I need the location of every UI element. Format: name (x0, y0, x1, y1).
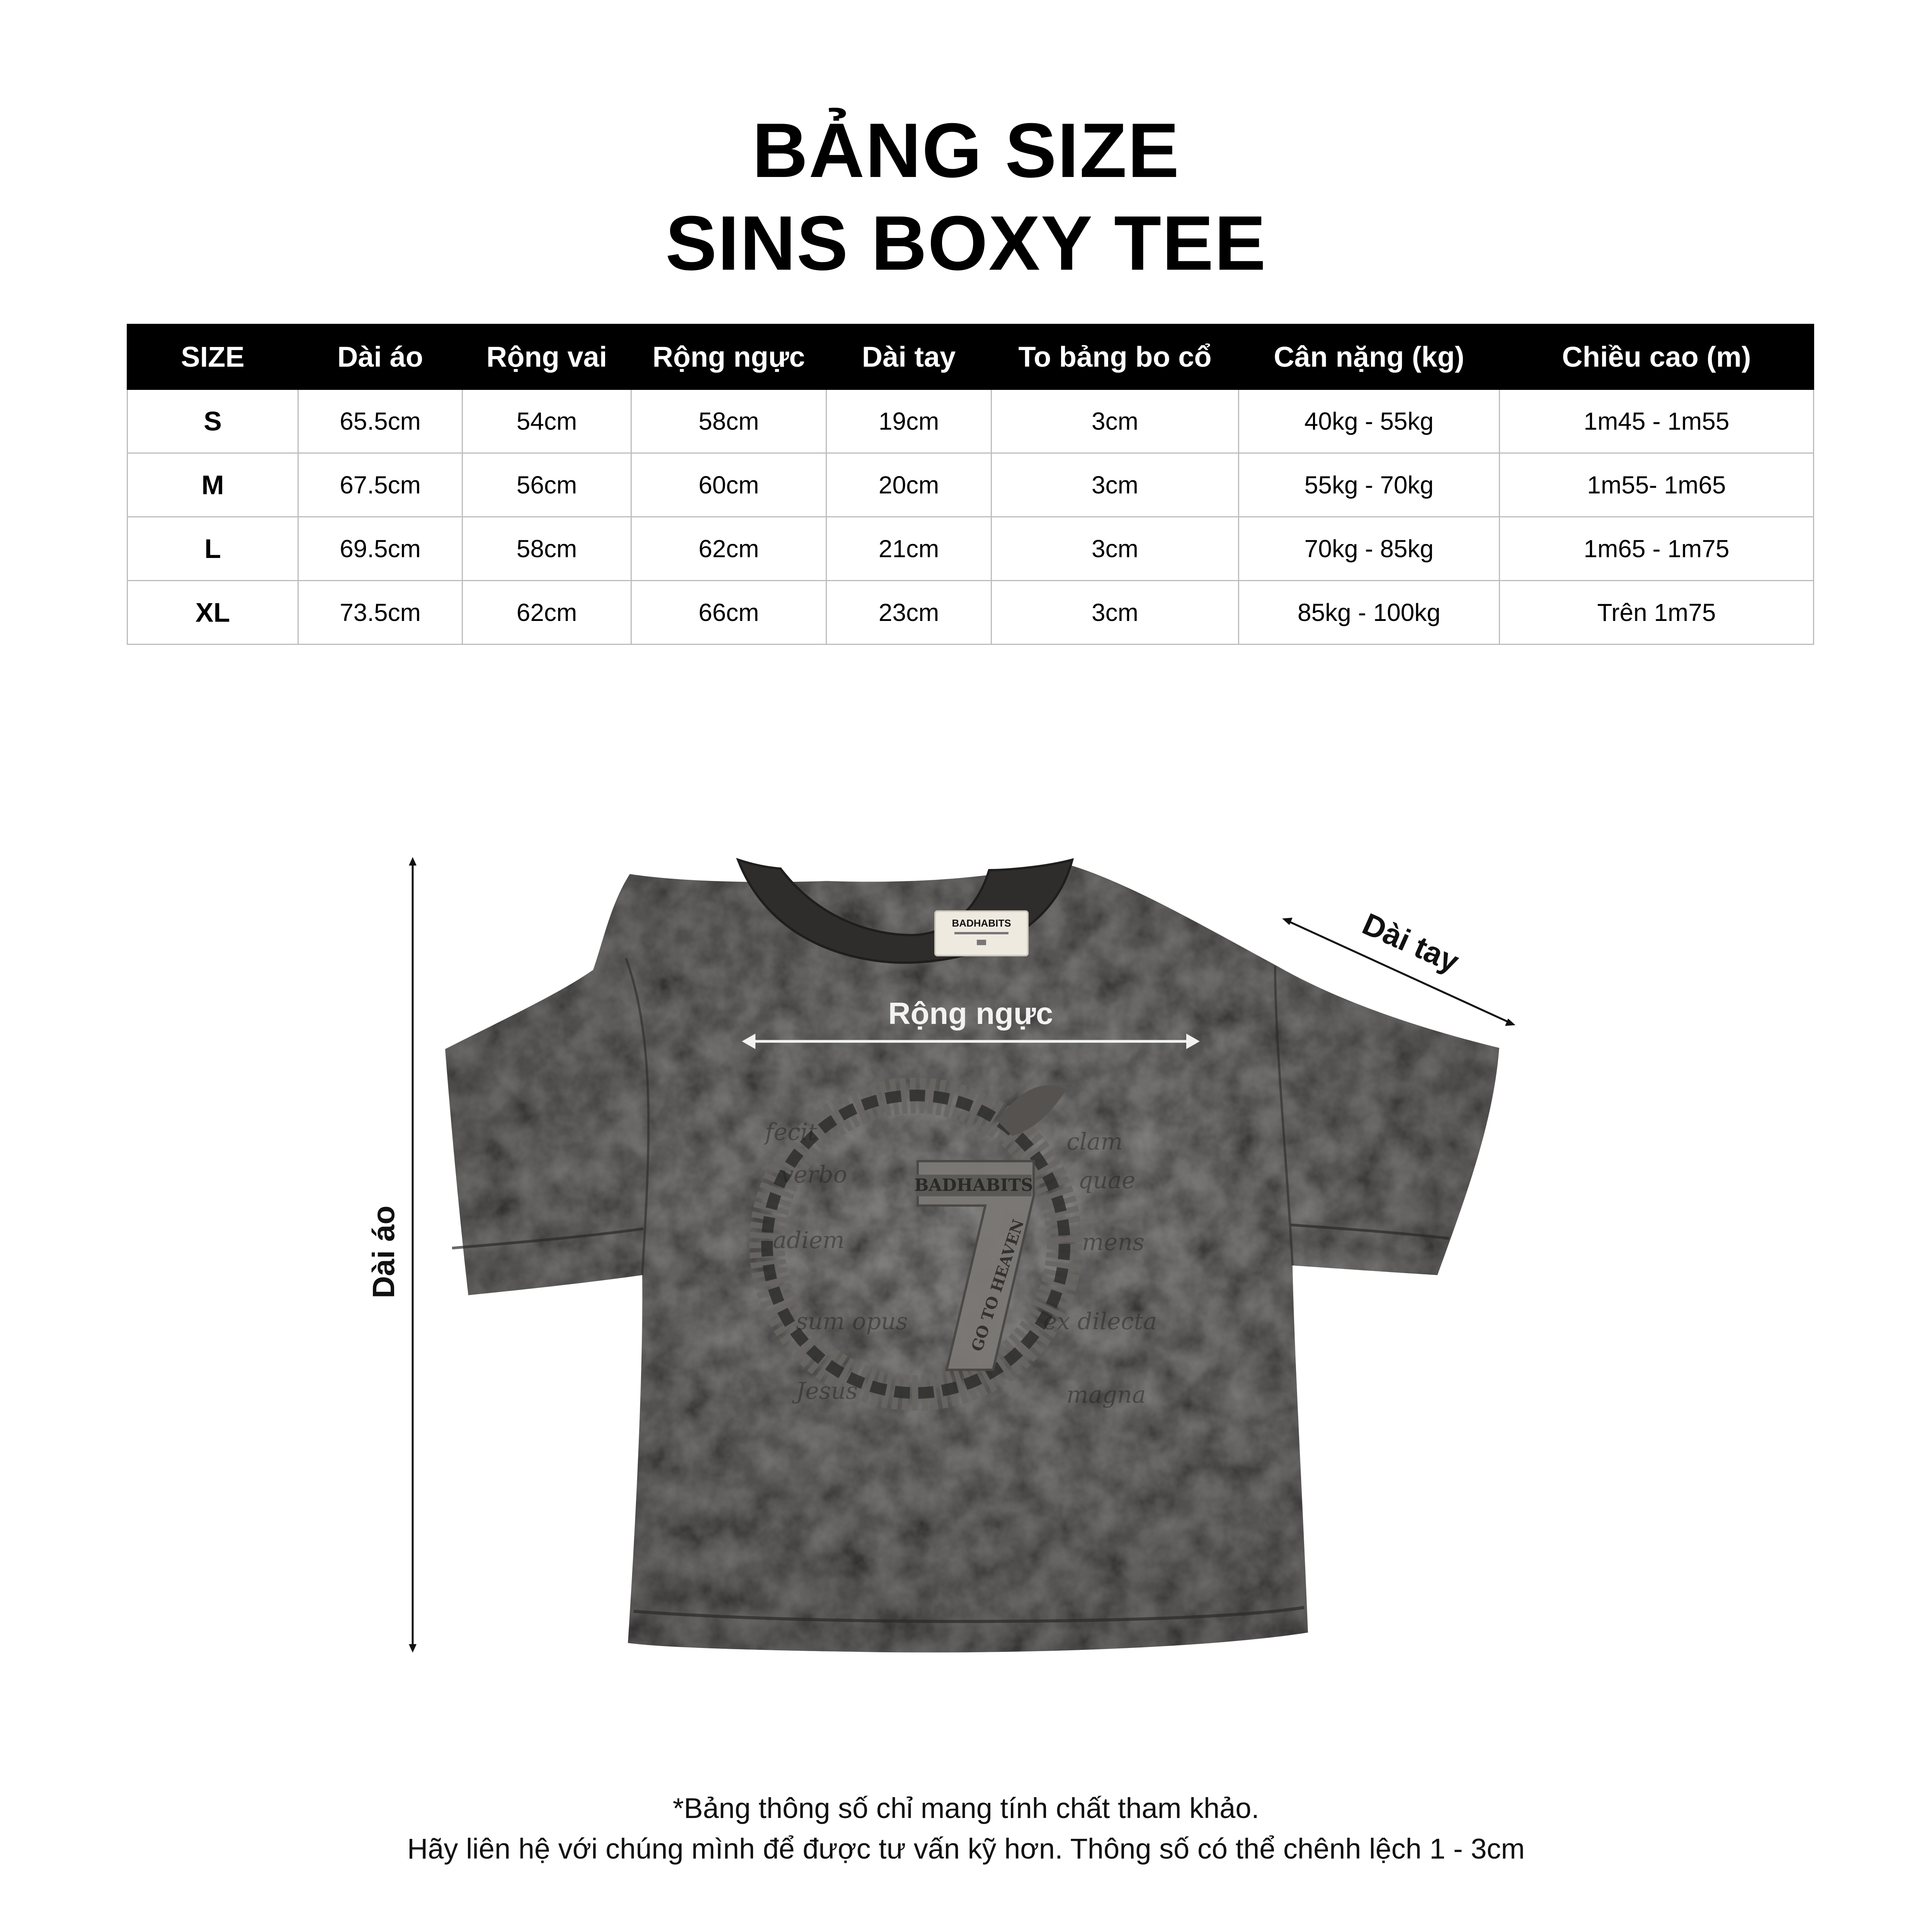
svg-text:mens: mens (1082, 1229, 1145, 1256)
svg-text:quae: quae (1078, 1167, 1136, 1194)
table-cell: 69.5cm (298, 517, 463, 581)
table-cell: 1m65 - 1m75 (1500, 517, 1814, 581)
sleeve-label: Dài tay (1357, 906, 1464, 979)
svg-text:Jesus: Jesus (796, 1378, 858, 1405)
table-cell: 62cm (631, 517, 827, 581)
column-header-weight: Cân nặng (kg) (1239, 325, 1500, 389)
table-cell: 67.5cm (298, 453, 463, 517)
table-cell: 19cm (827, 389, 992, 453)
print-brand: BADHABITS (914, 1175, 1033, 1195)
table-cell: 54cm (463, 389, 631, 453)
column-header-height: Chiều cao (m) (1500, 325, 1814, 389)
table-cell: 60cm (631, 453, 827, 517)
neck-label (935, 911, 1028, 956)
chest-label: Rộng ngực (888, 996, 1053, 1031)
table-cell: 85kg - 100kg (1239, 581, 1500, 645)
table-cell: 20cm (827, 453, 992, 517)
table-cell: 1m45 - 1m55 (1500, 389, 1814, 453)
svg-text:fecit: fecit (765, 1119, 817, 1146)
table-cell: 1m55- 1m65 (1500, 453, 1814, 517)
table-cell: 21cm (827, 517, 992, 581)
table-cell: 3cm (992, 517, 1239, 581)
page-title-line1: BẢNG SIZE (752, 107, 1180, 194)
table-cell: 40kg - 55kg (1239, 389, 1500, 453)
svg-text:sum opus: sum opus (796, 1308, 908, 1335)
table-cell: 73.5cm (298, 581, 463, 645)
table-cell: 58cm (631, 389, 827, 453)
length-measurement (366, 857, 417, 1653)
svg-text:verbo: verbo (781, 1161, 847, 1188)
table-cell: 66cm (631, 581, 827, 645)
print-slogan: GO TO HEAVEN (968, 1217, 1028, 1354)
table-cell: S (128, 389, 298, 453)
length-label: Dài áo (366, 1205, 401, 1299)
table-cell: 3cm (992, 453, 1239, 517)
table-cell: 65.5cm (298, 389, 463, 453)
svg-text:clam: clam (1066, 1128, 1123, 1155)
svg-text:magna: magna (1066, 1381, 1146, 1408)
column-header-chest: Rộng ngực (631, 325, 827, 389)
table-cell: L (128, 517, 298, 581)
table-cell: 3cm (992, 389, 1239, 453)
column-header-size: SIZE (128, 325, 298, 389)
table-cell: 58cm (463, 517, 631, 581)
table-cell: M (128, 453, 298, 517)
svg-text:adiem: adiem (773, 1227, 845, 1254)
table-cell: 3cm (992, 581, 1239, 645)
svg-text:ex dilecta: ex dilecta (1043, 1308, 1157, 1335)
column-header-collar: To bảng bo cổ (992, 325, 1239, 389)
page-title-line2: SINS BOXY TEE (665, 200, 1267, 286)
table-cell: 70kg - 85kg (1239, 517, 1500, 581)
table-cell: Trên 1m75 (1500, 581, 1814, 645)
table-cell: 23cm (827, 581, 992, 645)
tshirt-image (445, 860, 1499, 1653)
column-header-shoulder: Rộng vai (463, 325, 631, 389)
table-cell: 62cm (463, 581, 631, 645)
column-header-sleeve: Dài tay (827, 325, 992, 389)
table-cell: XL (128, 581, 298, 645)
neck-label-brand: BADHABITS (952, 917, 1011, 929)
table-cell: 55kg - 70kg (1239, 453, 1500, 517)
footnote-line1: *Bảng thông số chỉ mang tính chất tham khảo. (673, 1792, 1259, 1824)
footnote-line2: Hãy liên hệ với chúng mình để được tư vấn kỹ hơn. Thông số có thể chênh lệch 1 - 3cm (407, 1833, 1525, 1865)
table-cell: 56cm (463, 453, 631, 517)
column-header-length: Dài áo (298, 325, 463, 389)
